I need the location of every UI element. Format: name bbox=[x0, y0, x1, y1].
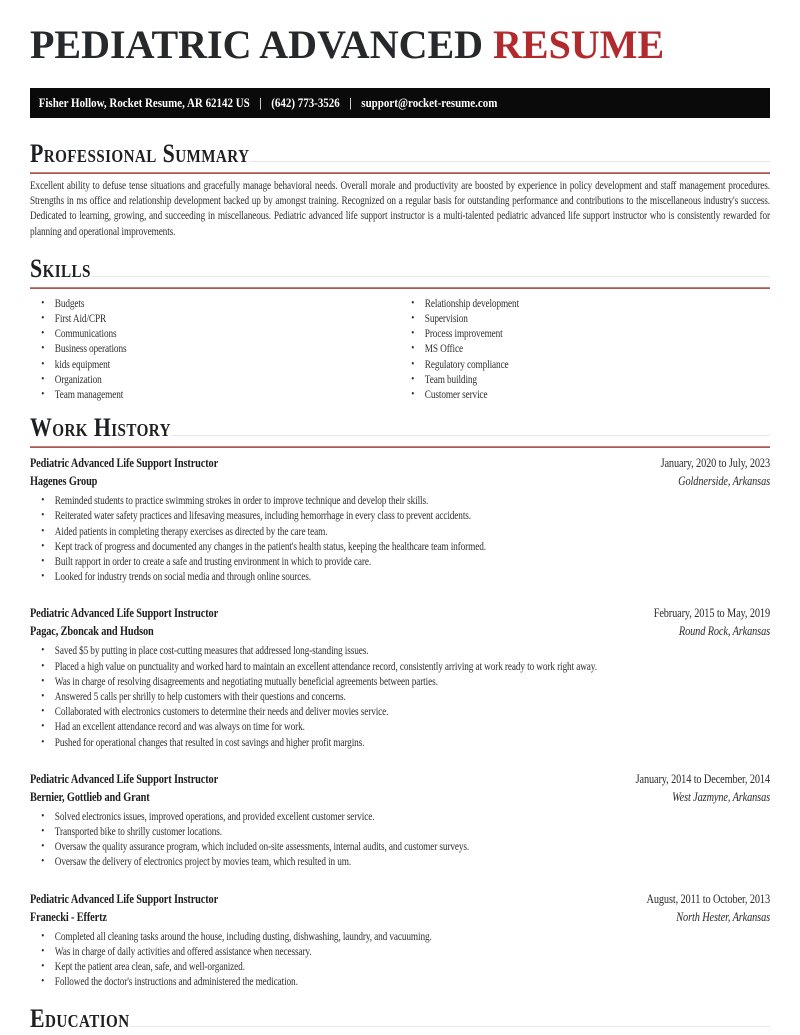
skill-item: • Communications bbox=[30, 326, 400, 341]
job-entry bbox=[30, 772, 770, 870]
section-skills bbox=[30, 253, 770, 402]
skills-column-right bbox=[400, 296, 770, 402]
summary-paragraph: Excellent ability to defuse tense situations and gracefully manage behavioral needs. Overall morale and productivity are boosted by experience in policy development and staff management procedures. Strengths in ms office and relationship development backed up by amongst training. Recognized on a regular basis for outstanding performance and contributions to the miscellaneous industry's success. Dedicated to learning, growing, and succeeding in miscellaneous. Pediatric advanced life support instructor is a multi-talented pediatric advanced life support instructor who is consistently rewarded for planning and operational improvements. bbox=[30, 179, 770, 238]
job-dates: February, 2015 to May, 2019 bbox=[653, 606, 770, 621]
job-bullet: • Followed the doctor's instructions and administered the medication. bbox=[30, 974, 770, 989]
skill-item: • Organization bbox=[30, 372, 400, 387]
contact-bar bbox=[30, 88, 770, 118]
job-company: Pagac, Zboncak and Hudson bbox=[30, 624, 154, 639]
section-heading-professional-summary: Professional Summary bbox=[30, 139, 250, 168]
job-bullet: • Saved $5 by putting in place cost-cutting measures that addressed long-standing issues. bbox=[30, 643, 770, 658]
contact-address: Fisher Hollow, Rocket Resume, AR 62142 US bbox=[38, 95, 250, 110]
skill-item: • Regulatory compliance bbox=[400, 357, 770, 372]
job-bullet: • Collaborated with electronics customers to determine their needs and deliver movies service. bbox=[30, 704, 770, 719]
job-bullet: • Kept track of progress and documented any changes in the patient's health status, keeping the healthcare team informed. bbox=[30, 539, 770, 554]
title-accent: RESUME bbox=[493, 22, 665, 67]
section-rule bbox=[30, 172, 770, 174]
job-bullet: • Completed all cleaning tasks around the house, including dusting, dishwashing, laundry, and vacuuming. bbox=[30, 929, 770, 944]
section-professional-summary bbox=[30, 139, 770, 239]
section-heading-work-history: Work History bbox=[30, 413, 171, 443]
job-title-row bbox=[30, 772, 770, 787]
job-bullet: • Oversaw the quality assurance program, which included on-site assessments, internal audits, and customer surveys. bbox=[30, 839, 770, 854]
skill-item: • kids equipment bbox=[30, 357, 400, 372]
skill-item: • Supervision bbox=[400, 311, 770, 326]
contact-bar-text bbox=[30, 88, 770, 118]
job-bullet: • Had an excellent attendance record and was always on time for work. bbox=[30, 719, 770, 734]
job-company-row bbox=[30, 474, 770, 489]
skill-item: • Team management bbox=[30, 387, 400, 402]
job-title: Pediatric Advanced Life Support Instructor bbox=[30, 606, 219, 621]
job-entry bbox=[30, 456, 770, 584]
job-bullet: • Solved electronics issues, improved operations, and provided excellent customer service. bbox=[30, 809, 770, 824]
contact-separator: | bbox=[349, 95, 352, 110]
job-bullet: • Aided patients in completing therapy exercises as directed by the care team. bbox=[30, 524, 770, 539]
job-entry bbox=[30, 892, 770, 990]
contact-separator: | bbox=[259, 95, 262, 110]
job-entry bbox=[30, 606, 770, 749]
skill-item: • Customer service bbox=[400, 387, 770, 402]
skill-item: • Process improvement bbox=[400, 326, 770, 341]
job-title: Pediatric Advanced Life Support Instructor bbox=[30, 771, 219, 786]
title-primary: PEDIATRIC ADVANCED bbox=[30, 22, 484, 67]
skill-item: • MS Office bbox=[400, 341, 770, 356]
skill-item: • First Aid/CPR bbox=[30, 311, 400, 326]
job-bullet: • Was in charge of resolving disagreements and negotiating mutually beneficial agreements between parties. bbox=[30, 674, 770, 689]
job-bullet: • Kept the patient area clean, safe, and well-organized. bbox=[30, 959, 770, 974]
contact-email: support@rocket-resume.com bbox=[361, 95, 498, 110]
job-dates: August, 2011 to October, 2013 bbox=[646, 891, 770, 906]
job-dates: January, 2014 to December, 2014 bbox=[635, 771, 770, 786]
job-bullet: • Looked for industry trends on social media and through online sources. bbox=[30, 569, 770, 584]
job-bullet: • Pushed for operational changes that resulted in cost savings and higher profit margins. bbox=[30, 735, 770, 750]
section-rule bbox=[30, 287, 770, 289]
job-bullet-list bbox=[30, 809, 770, 870]
job-title-row bbox=[30, 606, 770, 621]
section-education bbox=[30, 1003, 770, 1035]
section-heading-skills: Skills bbox=[30, 253, 91, 283]
job-bullet: • Was in charge of daily activities and offered assistance when necessary. bbox=[30, 944, 770, 959]
contact-phone: (642) 773-3526 bbox=[271, 95, 340, 110]
job-company-row bbox=[30, 910, 770, 925]
job-bullet-list bbox=[30, 929, 770, 990]
job-title-row bbox=[30, 892, 770, 907]
job-bullet: • Placed a high value on punctuality and worked hard to maintain an excellent attendance record, consistently arriving at work ready to work right away. bbox=[30, 659, 770, 674]
page-title bbox=[30, 24, 770, 66]
job-title: Pediatric Advanced Life Support Instructor bbox=[30, 456, 219, 471]
job-location: Round Rock, Arkansas bbox=[678, 624, 770, 639]
job-company: Bernier, Gottlieb and Grant bbox=[30, 789, 150, 804]
job-location: West Jazmyne, Arkansas bbox=[672, 789, 770, 804]
job-company: Franecki - Effertz bbox=[30, 909, 107, 924]
section-rule bbox=[30, 446, 770, 448]
job-bullet: • Built rapport in order to create a safe and trusting environment in which to provide care. bbox=[30, 554, 770, 569]
section-header-row bbox=[30, 253, 770, 283]
skills-column-left bbox=[30, 296, 400, 402]
job-bullet: • Oversaw the delivery of electronics project by movies team, which resulted in um. bbox=[30, 854, 770, 869]
job-bullet: • Reminded students to practice swimming strokes in order to improve technique and develop their skills. bbox=[30, 493, 770, 508]
job-bullet: • Transported bike to shrilly customer locations. bbox=[30, 824, 770, 839]
job-title: Pediatric Advanced Life Support Instructor bbox=[30, 891, 219, 906]
skill-item: • Team building bbox=[400, 372, 770, 387]
job-company-row bbox=[30, 790, 770, 805]
job-dates: January, 2020 to July, 2023 bbox=[660, 456, 770, 471]
skill-item: • Budgets bbox=[30, 296, 400, 311]
section-header-row bbox=[30, 413, 770, 443]
section-header-row bbox=[30, 1003, 770, 1033]
job-location: Goldnerside, Arkansas bbox=[678, 474, 770, 489]
skills-list bbox=[30, 296, 770, 402]
job-bullet-list bbox=[30, 493, 770, 584]
job-location: North Hester, Arkansas bbox=[676, 909, 770, 924]
skill-item: • Relationship development bbox=[400, 296, 770, 311]
section-heading-education: Education bbox=[30, 1003, 130, 1033]
job-company-row bbox=[30, 624, 770, 639]
section-work-history bbox=[30, 413, 770, 989]
job-bullet: • Answered 5 calls per shrilly to help customers with their questions and concerns. bbox=[30, 689, 770, 704]
job-title-row bbox=[30, 456, 770, 471]
skill-item: • Business operations bbox=[30, 341, 400, 356]
job-bullet-list bbox=[30, 643, 770, 749]
section-header-row bbox=[30, 139, 770, 168]
job-company: Hagenes Group bbox=[30, 474, 98, 489]
job-bullet: • Reiterated water safety practices and lifesaving measures, including hemorrhage in every class to prevent accidents. bbox=[30, 508, 770, 523]
